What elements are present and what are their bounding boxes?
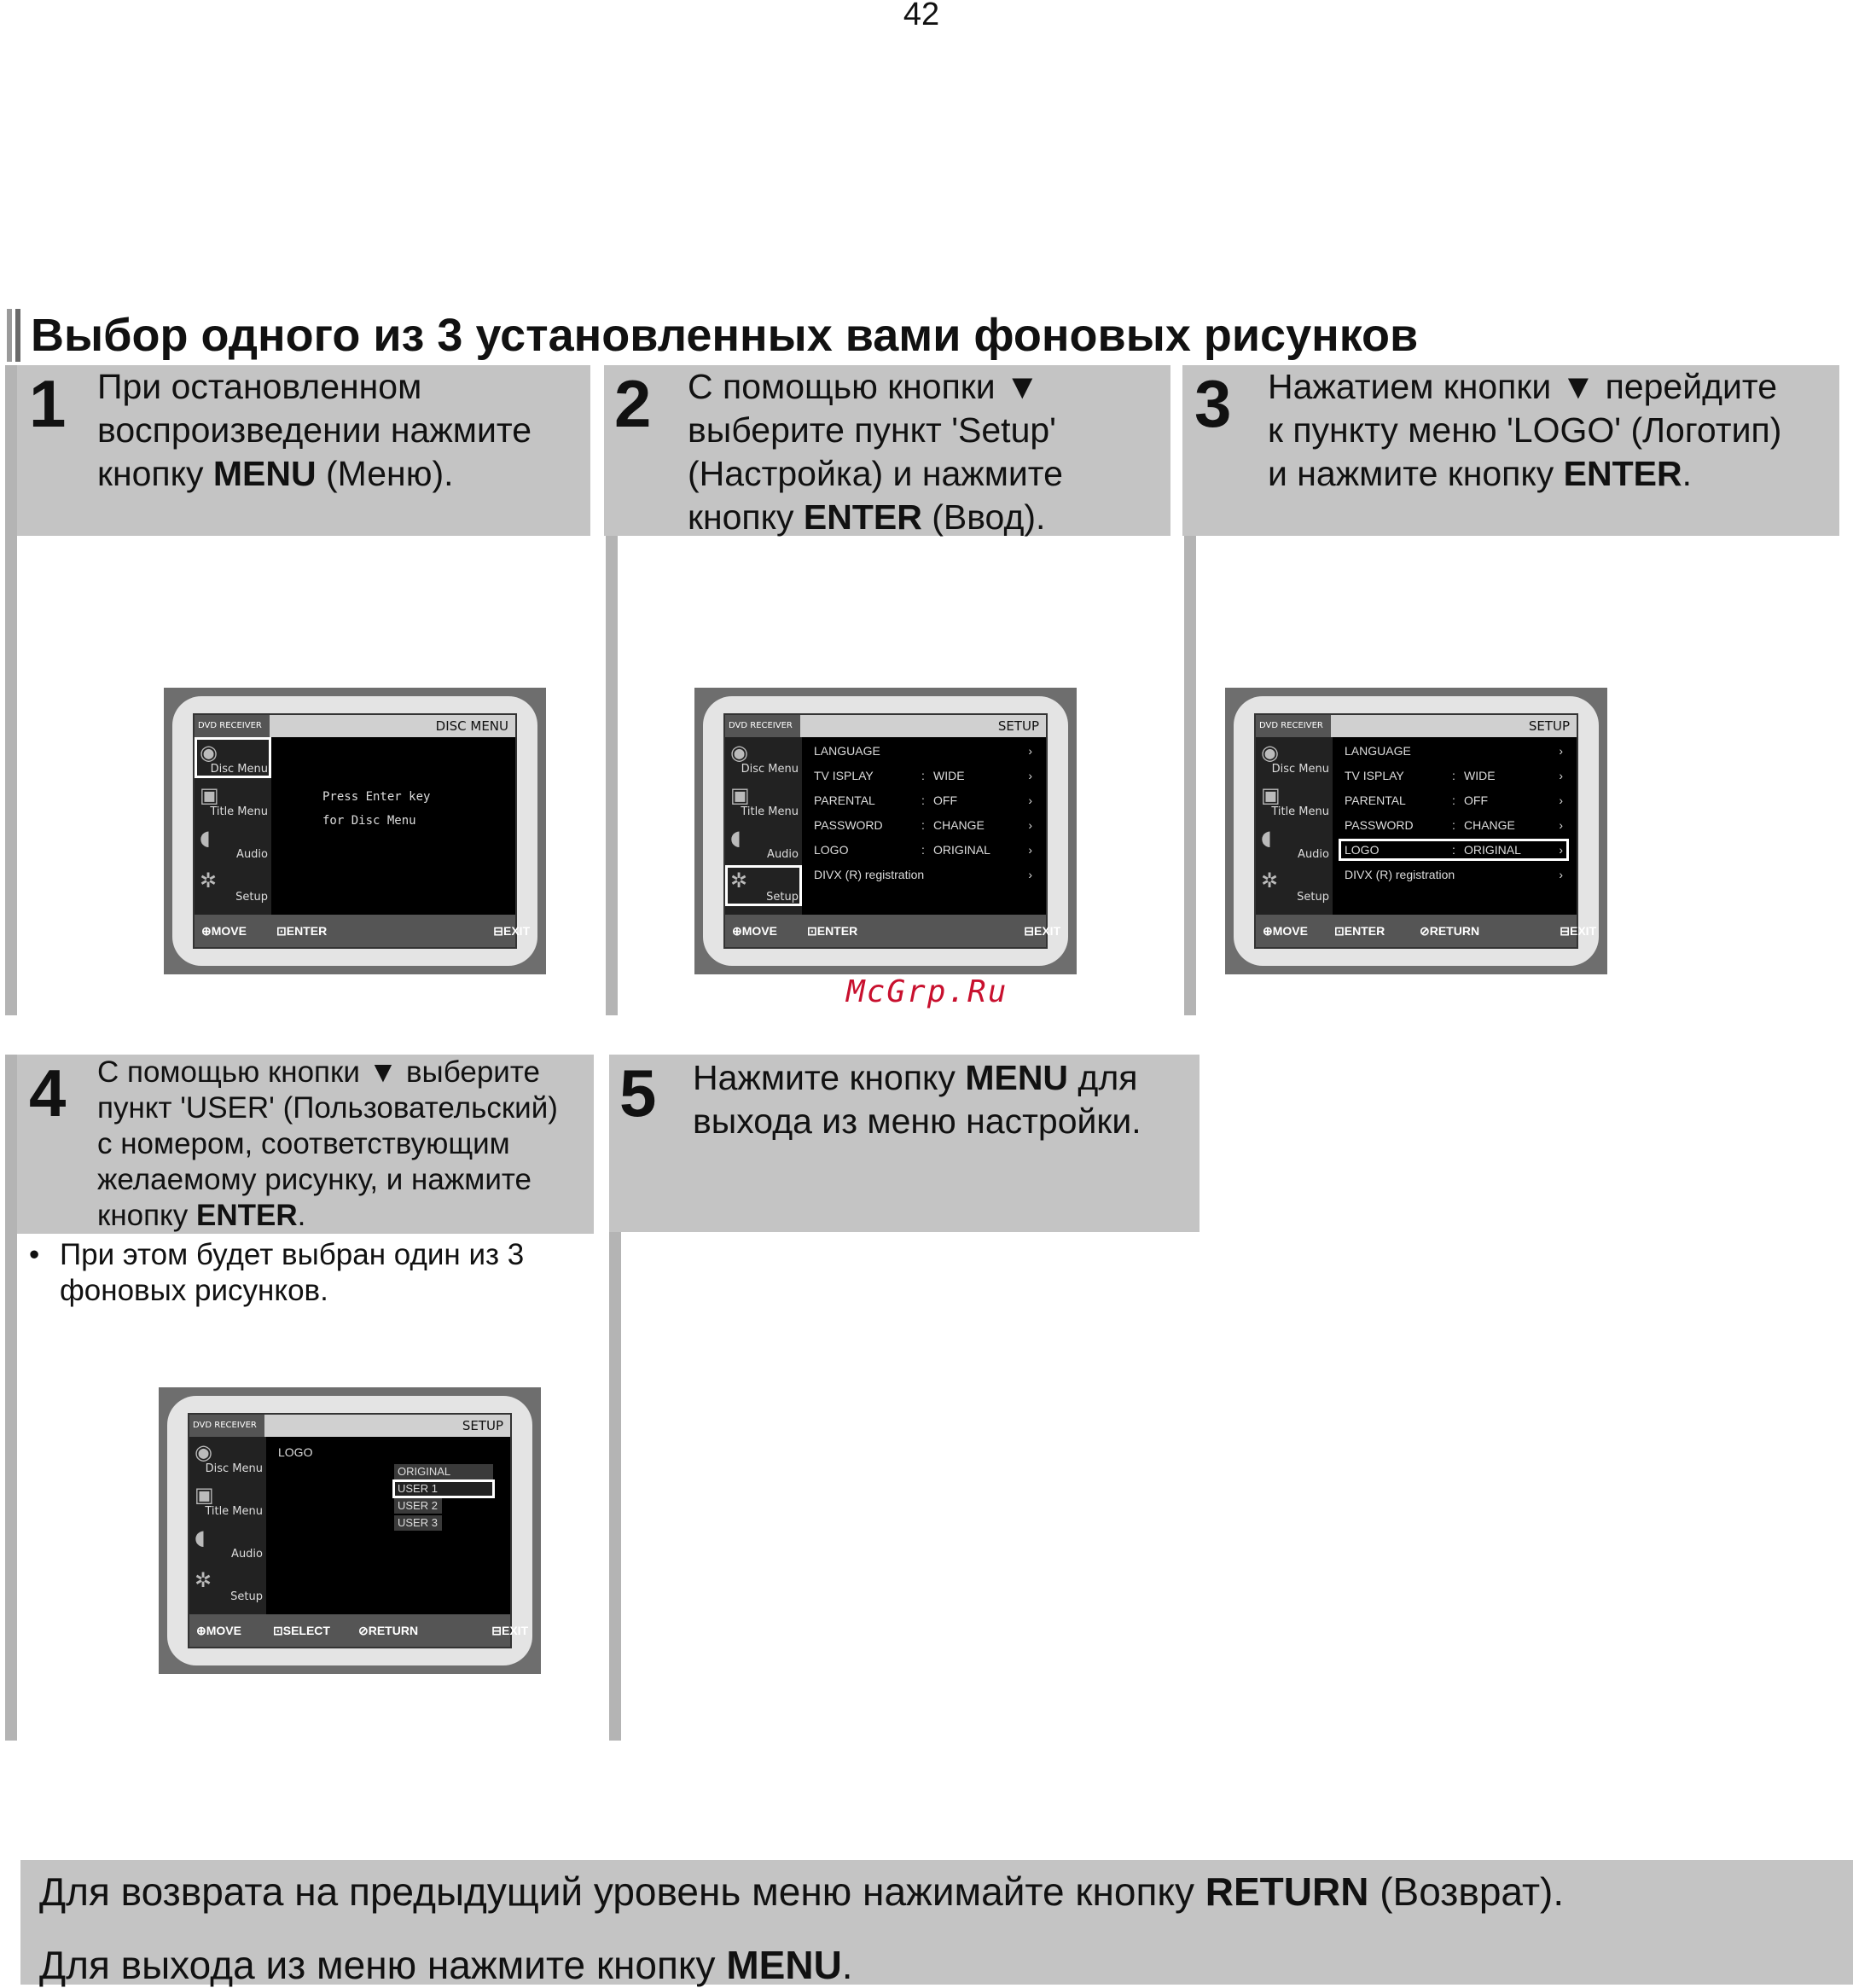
menu-row-logo[interactable]: LOGO : ORIGINAL › [814, 843, 1032, 857]
step-3-line-3: и нажмите кнопку ENTER. [1268, 454, 1693, 493]
osd-sidebar [725, 737, 802, 915]
sidebar-item-audio[interactable]: ◖ Audio [730, 826, 799, 861]
sidebar-item-audio[interactable]: ◖ Audio [1261, 826, 1329, 861]
osd-footer [189, 1614, 529, 1647]
menu-row-parental[interactable]: PARENTAL : OFF › [814, 793, 1032, 807]
sidebar-item-setup[interactable]: ✲ Setup [195, 1568, 263, 1603]
gear-icon: ✲ [195, 1568, 212, 1592]
menu-row-divx[interactable]: DIVX (R) registration › [814, 868, 1032, 881]
title-icon: ▣ [195, 1483, 214, 1507]
disc-message-2: for Disc Menu [322, 814, 416, 828]
menu-row-tv-display[interactable]: TV ISPLAY : WIDE › [1345, 769, 1563, 782]
step-5-line-1: Нажмите кнопку MENU для [693, 1058, 1138, 1097]
sidebar-item-audio[interactable]: ◖ Audio [195, 1526, 263, 1561]
speaker-icon: ◖ [195, 1526, 206, 1549]
move-hint: ⊕ MOVE [201, 924, 247, 938]
sidebar-item-title-menu[interactable]: ▣ Title Menu [730, 783, 799, 818]
screen-setup-menu [694, 688, 1077, 974]
step-4-line-4: желаемому рисунку, и нажмите [97, 1163, 532, 1196]
sidebar-item-disc-menu[interactable]: ◉ Disc Menu [1261, 741, 1329, 776]
osd-sidebar [189, 1437, 266, 1614]
gear-icon: ✲ [200, 869, 218, 892]
menu-row-language[interactable]: LANGUAGE › [814, 744, 1032, 758]
step-1-number: 1 [29, 366, 67, 441]
logo-label: LOGO [278, 1445, 313, 1459]
title-accent-bar-dark [15, 309, 20, 362]
footer-line-2: Для выхода из меню нажмите кнопку MENU. [39, 1943, 853, 1987]
sidebar-item-title-menu[interactable]: ▣ Title Menu [200, 783, 268, 818]
step-3-number: 3 [1194, 366, 1232, 441]
title-icon: ▣ [1261, 783, 1281, 807]
page-title: Выбор одного из 3 установленных вами фоновых рисунков [31, 310, 1419, 361]
bullet-line-2: фоновых рисунков. [60, 1274, 328, 1307]
step-4-line-2: пункт 'USER' (Пользовательский) [97, 1091, 558, 1125]
title-icon: ▣ [200, 783, 219, 807]
footer-note [20, 1860, 1853, 1985]
step-5-number: 5 [619, 1055, 657, 1131]
osd-screen [193, 713, 531, 949]
disc-icon: ◉ [730, 741, 748, 764]
title-accent-bar [7, 309, 12, 362]
disc-icon: ◉ [1261, 741, 1279, 764]
sidebar-item-title-menu[interactable]: ▣ Title Menu [195, 1483, 263, 1518]
watermark: McGrp.Ru [846, 974, 1008, 1009]
osd-screen [1254, 713, 1597, 949]
sidebar-item-disc-menu[interactable]: ◉ Disc Menu [730, 741, 799, 776]
speaker-icon: ◖ [200, 826, 211, 850]
sidebar-item-title-menu[interactable]: ▣ Title Menu [1261, 783, 1329, 818]
step-3-line-1: Нажатием кнопки ▼ перейдите [1268, 367, 1778, 406]
osd-title: SETUP [1528, 718, 1570, 734]
step-1-text [97, 365, 532, 496]
gear-icon: ✲ [730, 869, 748, 892]
step-3-line-2: к пункту меню 'LOGO' (Логотип) [1268, 410, 1782, 450]
footer-line-1: Для возврата на предыдущий уровень меню нажимайте кнопку RETURN (Возврат). [39, 1869, 1565, 1914]
move-hint: ⊕ MOVE [732, 924, 777, 938]
step-1-line-2: воспроизведении нажмите [97, 410, 532, 450]
disc-message-1: Press Enter key [322, 790, 431, 804]
step-1-line-3: кнопку MENU (Меню). [97, 454, 454, 493]
sidebar-item-setup[interactable]: ✲ Setup [200, 869, 268, 904]
screen-disc-menu [164, 688, 546, 974]
step-4-line-5: кнопку ENTER. [97, 1199, 306, 1232]
menu-row-password[interactable]: PASSWORD : CHANGE › [814, 818, 1032, 832]
sidebar-item-disc-menu[interactable]: ◉ Disc Menu [195, 1440, 263, 1475]
screen-logo-options [159, 1387, 541, 1674]
exit-hint: ⊟ EXIT [493, 924, 531, 938]
step-4-text [97, 1055, 558, 1234]
step-2-line-1: С помощью кнопки ▼ [688, 367, 1040, 406]
osd-header [189, 1415, 510, 1437]
step-2-line-2: выберите пункт 'Setup' [688, 410, 1057, 450]
speaker-icon: ◖ [730, 826, 741, 850]
osd-screen [723, 713, 1061, 949]
step-5-line-2: выхода из меню настройки. [693, 1102, 1141, 1141]
osd-footer [1256, 915, 1597, 947]
bullet-line-1: При этом будет выбран один из 3 [60, 1238, 525, 1271]
step-5-text [693, 1056, 1141, 1143]
exit-hint: ⊟ EXIT [491, 1624, 529, 1637]
step-2-line-4: кнопку ENTER (Ввод). [688, 497, 1046, 537]
step-2-number: 2 [614, 366, 652, 441]
exit-hint: ⊟ EXIT [1024, 924, 1061, 938]
title-icon: ▣ [730, 783, 750, 807]
column-rule-4 [5, 1055, 17, 1741]
return-hint: ⊘ RETURN [1420, 924, 1480, 938]
enter-hint: ⊡ ENTER [1334, 924, 1385, 938]
osd-brand: DVD RECEIVER [195, 715, 270, 737]
option-user-3[interactable]: USER 3 [394, 1515, 442, 1531]
menu-row-language[interactable]: LANGUAGE › [1345, 744, 1563, 758]
page-number: 42 [903, 0, 940, 32]
gear-icon: ✲ [1261, 869, 1279, 892]
step-1-line-1: При остановленном [97, 367, 422, 406]
option-original[interactable]: ORIGINAL [394, 1464, 493, 1479]
column-rule-1 [5, 365, 17, 1015]
menu-row-divx[interactable]: DIVX (R) registration › [1345, 868, 1563, 881]
osd-title: SETUP [462, 1418, 503, 1433]
osd-title: DISC MENU [435, 718, 508, 734]
move-hint: ⊕ MOVE [1263, 924, 1308, 938]
menu-row-logo[interactable]: LOGO : ORIGINAL › [1339, 840, 1568, 860]
osd-screen [188, 1413, 529, 1648]
speaker-icon: ◖ [1261, 826, 1272, 850]
osd-sidebar [195, 737, 271, 915]
osd-footer [725, 915, 1061, 947]
step-4-number: 4 [29, 1055, 67, 1131]
sidebar-item-setup[interactable]: ✲ Setup [1261, 869, 1329, 904]
osd-sidebar [1256, 737, 1333, 915]
osd-brand: DVD RECEIVER [189, 1415, 264, 1437]
step-4-line-1: С помощью кнопки ▼ выберите [97, 1055, 540, 1089]
bullet-dot: • [29, 1238, 40, 1271]
enter-hint: ⊡ ENTER [807, 924, 858, 938]
screen-setup-logo-selected [1225, 688, 1607, 974]
osd-brand: DVD RECEIVER [1256, 715, 1331, 737]
select-hint: ⊡ SELECT [273, 1624, 330, 1637]
osd-header [725, 715, 1046, 737]
step-2-line-3: (Настройка) и нажмите [688, 454, 1063, 493]
enter-hint: ⊡ ENTER [276, 924, 328, 938]
osd-brand: DVD RECEIVER [725, 715, 800, 737]
step-3-text [1268, 365, 1781, 496]
disc-icon: ◉ [200, 741, 218, 764]
option-user-2[interactable]: USER 2 [394, 1498, 442, 1514]
sidebar-item-setup[interactable]: ✲ Setup [725, 865, 802, 906]
disc-icon: ◉ [195, 1440, 212, 1464]
sidebar-item-disc-menu[interactable]: ◉ Disc Menu [195, 737, 271, 778]
menu-row-tv-display[interactable]: TV ISPLAY : WIDE › [814, 769, 1032, 782]
osd-footer [195, 915, 531, 947]
menu-row-parental[interactable]: PARENTAL : OFF › [1345, 793, 1563, 807]
osd-title: SETUP [997, 718, 1039, 734]
osd-header [195, 715, 515, 737]
step-2-text [688, 365, 1063, 539]
exit-hint: ⊟ EXIT [1560, 924, 1597, 938]
step-4-line-3: с номером, соответствующим [97, 1127, 510, 1160]
osd-header [1256, 715, 1577, 737]
sidebar-item-audio[interactable]: ◖ Audio [200, 826, 268, 861]
menu-row-password[interactable]: PASSWORD : CHANGE › [1345, 818, 1563, 832]
move-hint: ⊕ MOVE [196, 1624, 241, 1637]
return-hint: ⊘ RETURN [358, 1624, 419, 1637]
option-user-1[interactable]: USER 1 [394, 1481, 493, 1497]
